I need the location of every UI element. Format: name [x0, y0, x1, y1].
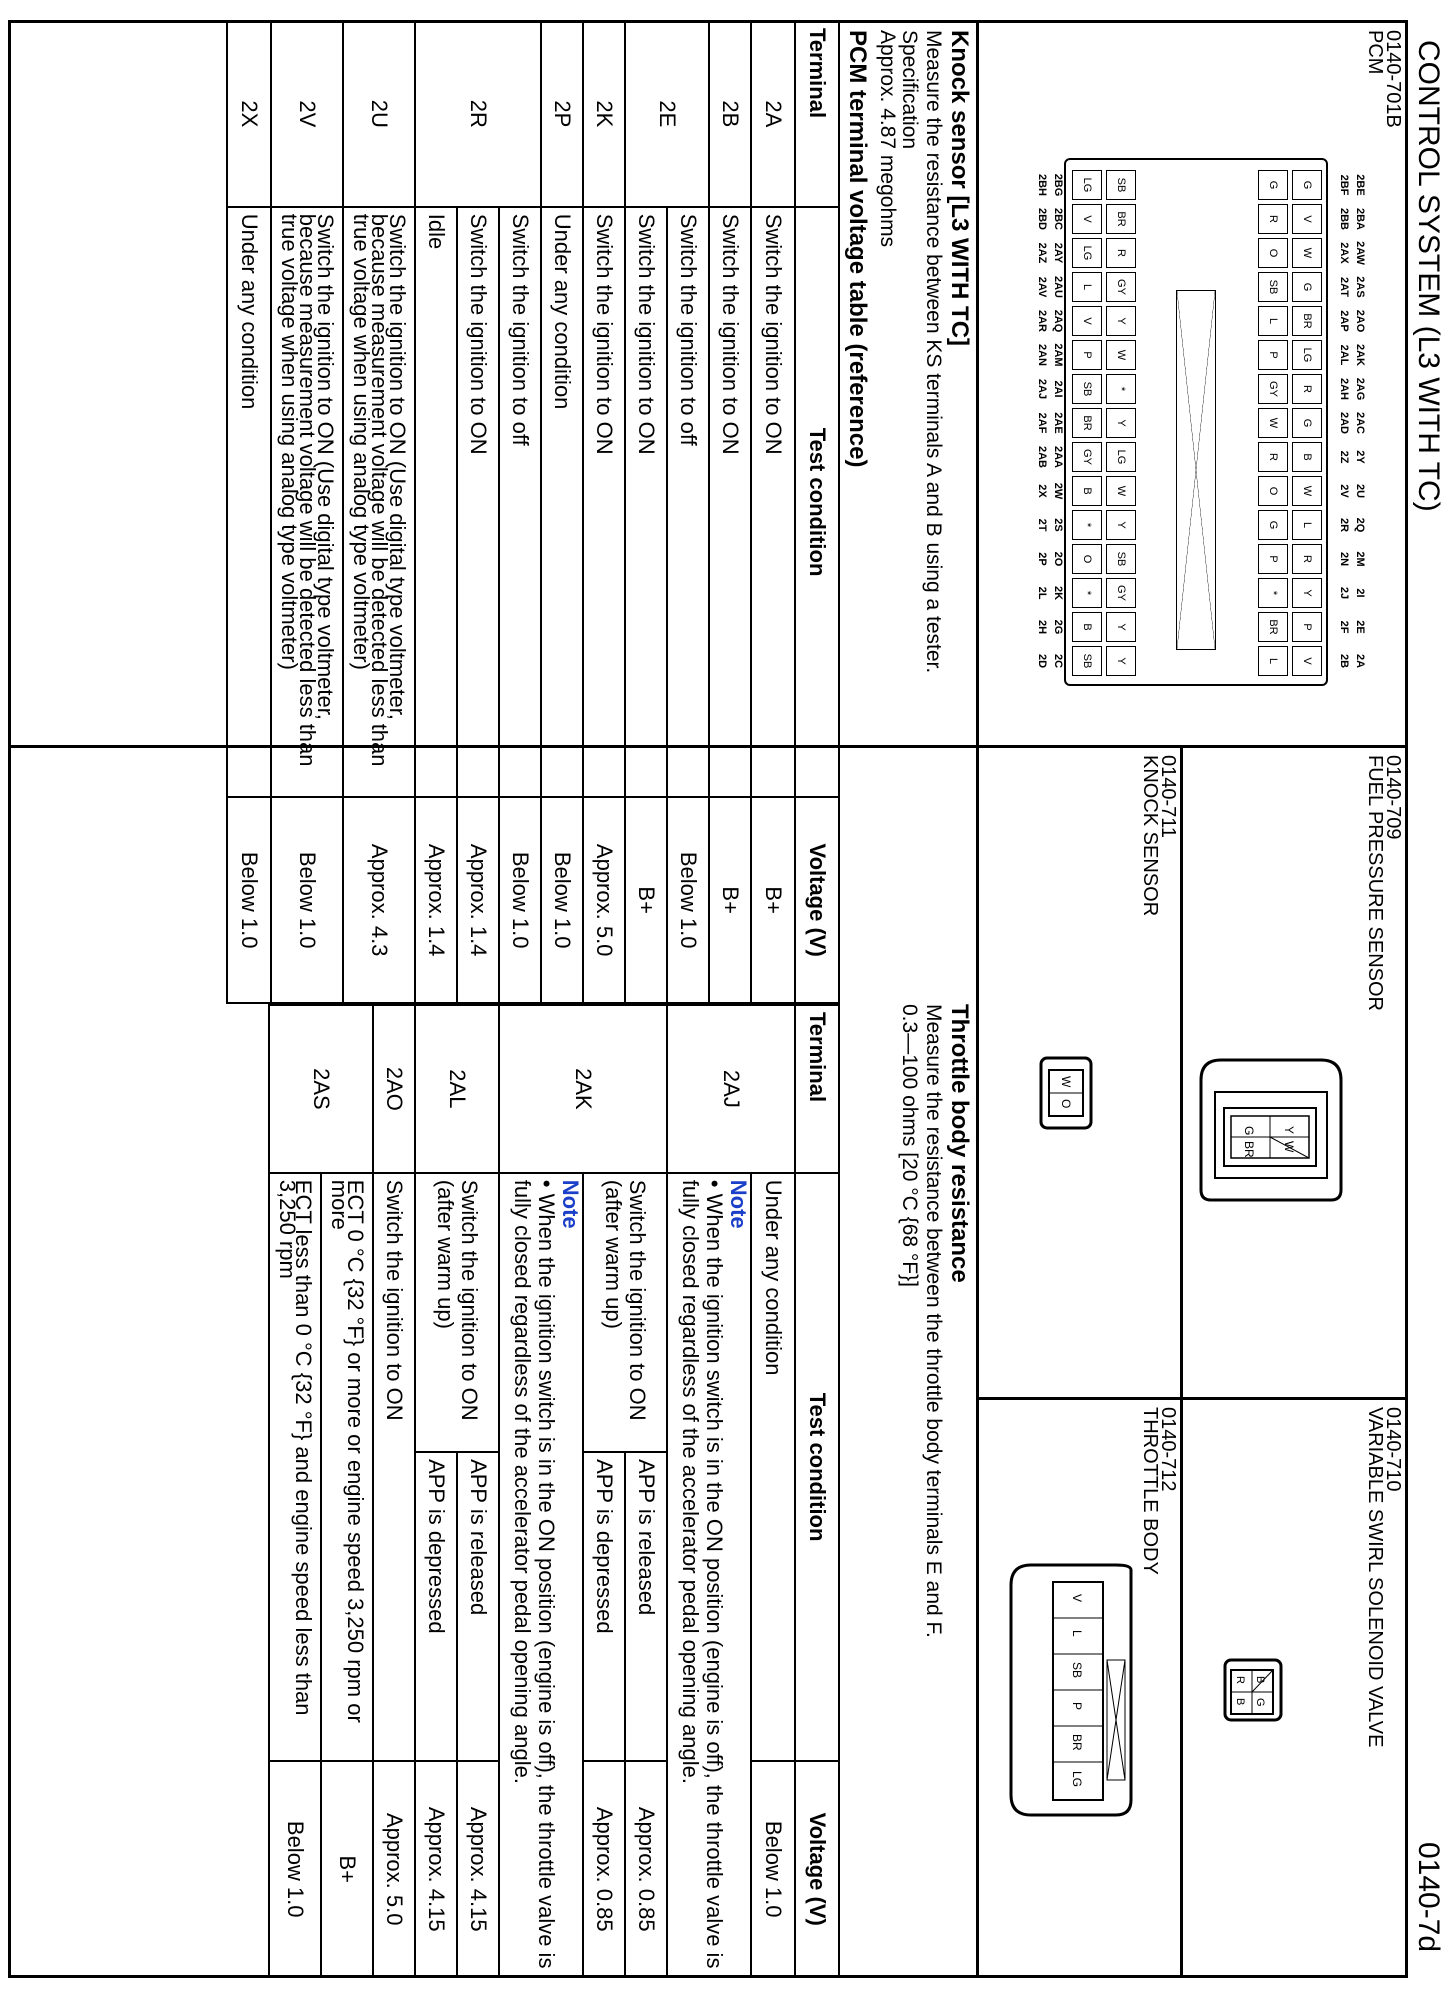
cell-terminal: 2AK: [499, 1005, 667, 1173]
col-condition: Test condition: [795, 207, 839, 798]
table-row: [541, 21, 583, 1003]
knock-spec-label: Specification: [898, 30, 921, 150]
pcm-pin-label: 2AX: [1338, 242, 1350, 264]
pcm-pin-label: 2AW: [1354, 241, 1366, 265]
pcm-pin: L: [1258, 646, 1288, 676]
pcm-pin-label: 2D: [1036, 653, 1048, 669]
divider-v-conn: [976, 1397, 1408, 1400]
cell-terminal: 2X: [227, 21, 271, 207]
pcm-pin-label: 2AG: [1354, 377, 1366, 401]
cell-terminal: 2K: [583, 21, 625, 207]
note-label: Note: [558, 1179, 583, 1229]
cell-condition: Switch the ignition to ON: [709, 207, 751, 798]
ks-pin-1: W: [1059, 1076, 1073, 1088]
cell-terminal: 2AJ: [667, 1005, 795, 1173]
pcm-pin-label: 2BH: [1036, 173, 1048, 196]
pcm-pin-label: 2AB: [1036, 445, 1048, 468]
cell-voltage: Below 1.0: [499, 797, 541, 1003]
cell-condition: Switch the ignition to off: [667, 207, 709, 798]
pcm-pin: B: [1072, 476, 1102, 506]
pcm-pin-label: 2AC: [1354, 411, 1366, 434]
cell-condition: Switch the ignition to off: [499, 207, 541, 798]
knock-title: Knock sensor [L3 WITH TC]: [946, 30, 973, 347]
cell-voltage: Below 1.0: [269, 1761, 321, 1977]
cell-condition: Switch the ignition to ON: [457, 207, 499, 798]
pcm-pin-label: 2BE: [1354, 174, 1366, 196]
pcm-pin: R: [1106, 238, 1136, 268]
col-terminal: Terminal: [795, 1005, 839, 1173]
note-text: • When the ignition switch is in the ON position (engine is off), the throttle valve is fully closed regardless of the accelerator pedal opening angle.: [510, 1179, 559, 1969]
fps-pin-1: Y: [1282, 1126, 1296, 1135]
vsv-pin-2: G: [1254, 1698, 1266, 1707]
table-row: [499, 21, 541, 1003]
table-row: [625, 1005, 667, 1977]
pcm-pin-label: 2BA: [1354, 207, 1366, 230]
pcm-pin: LG: [1072, 170, 1102, 200]
table-row: [227, 21, 271, 1003]
cell-voltage: B+: [709, 797, 751, 1003]
throttle-desc: Measure the resistance between the throttle body terminals E and F.: [922, 1004, 945, 1638]
pcm-connector-code: 0140-701B: [1382, 30, 1404, 128]
pcm-pin: SB: [1258, 272, 1288, 302]
cell-voltage: Approx. 1.4: [415, 797, 457, 1003]
pcm-pin: W: [1292, 476, 1322, 506]
pcm-connector-name: PCM: [1364, 30, 1386, 75]
pcm-pin-label: 2AI: [1052, 380, 1064, 398]
pcm-pin-label: 2W: [1052, 482, 1064, 500]
knock-spec-value: Approx. 4.87 megohms: [876, 30, 899, 248]
pcm-connector-lock: [1176, 290, 1216, 650]
pcm-pin-label: 2G: [1052, 619, 1064, 635]
divider-h: [976, 20, 979, 1978]
cell-terminal: 2P: [541, 21, 583, 207]
vsv-connector-diagram: [1201, 1640, 1301, 1740]
vsv-pin-3: R: [1234, 1676, 1246, 1684]
cell-voltage: Approx. 5.0: [373, 1761, 415, 1977]
divider-h-conn: [1180, 1397, 1183, 1978]
pcm-pin: R: [1292, 374, 1322, 404]
fps-connector-diagram: [1191, 1040, 1361, 1220]
pcm-pin: V: [1292, 204, 1322, 234]
cell-terminal: 2B: [709, 21, 751, 207]
pcm-pin: B: [1072, 612, 1102, 642]
tb-pin-4: P: [1070, 1702, 1084, 1711]
cell-terminal: 2V: [271, 21, 343, 207]
tb-connector-diagram: [981, 1540, 1151, 1840]
pcm-pin: B: [1292, 442, 1322, 472]
pcm-pin: V: [1292, 646, 1322, 676]
pcm-pin-label: 2AL: [1338, 344, 1350, 366]
pcm-pin-label: 2Z: [1338, 450, 1350, 464]
cell-terminal: 2E: [625, 21, 709, 207]
pcm-pin-label: 2N: [1338, 551, 1350, 567]
cell-voltage: Approx. 1.4: [457, 797, 499, 1003]
fps-name: FUEL PRESSURE SENSOR: [1364, 755, 1386, 1011]
pcm-pin-label: 2V: [1338, 484, 1350, 498]
vsv-pin-1: B: [1254, 1676, 1266, 1684]
cell-voltage: B+: [751, 797, 795, 1003]
vsv-code: 0140-710: [1382, 1407, 1404, 1492]
pcm-pin-label: 2AH: [1338, 377, 1350, 400]
cell-terminal: 2R: [415, 21, 541, 207]
pcm-pin-label: 2AZ: [1036, 242, 1048, 264]
cell-voltage: Approx. 4.15: [415, 1761, 457, 1977]
table-row: [373, 1005, 415, 1977]
pcm-pin-label: 2X: [1036, 484, 1048, 498]
cell-condition: Switch the ignition to ON: [583, 207, 625, 798]
cell-terminal: 2A: [751, 21, 795, 207]
pcm-pin: W: [1106, 340, 1136, 370]
pcm-pin-label: 2AY: [1052, 242, 1064, 264]
pcm-pin-label: 2C: [1052, 653, 1064, 669]
pcm-pin-label: 2M: [1354, 551, 1366, 567]
cell-condition: Under any condition: [751, 1173, 795, 1762]
pcm-pin: LG: [1292, 340, 1322, 370]
cell-condition: Switch the ignition to ON: [625, 207, 667, 798]
tb-pin-2: L: [1070, 1630, 1084, 1637]
pcm-pin: P: [1072, 340, 1102, 370]
tb-pin-3: SB: [1070, 1662, 1084, 1679]
pcm-pin: G: [1258, 170, 1288, 200]
pcm-pin: R: [1258, 442, 1288, 472]
pcm-pin-label: 2J: [1338, 586, 1350, 600]
table-row: [751, 21, 795, 1003]
pcm-pin: Y: [1106, 306, 1136, 336]
pcm-pin: Y: [1106, 510, 1136, 540]
cell-subcondition: APP is released: [625, 1452, 667, 1761]
pcm-pin: L: [1072, 272, 1102, 302]
pcm-pin-label: 2Q: [1354, 517, 1366, 533]
pcm-pin: LG: [1106, 442, 1136, 472]
pcm-pin: V: [1072, 204, 1102, 234]
cell-voltage: Approx. 4.15: [457, 1761, 499, 1977]
pcm-pin-label: 2L: [1036, 586, 1048, 600]
throttle-title: Throttle body resistance: [946, 1004, 973, 1283]
pcm-pin: BR: [1072, 408, 1102, 438]
pcm-pin-label: 2A: [1354, 653, 1366, 669]
pcm-pin: O: [1072, 544, 1102, 574]
cell-voltage: Approx. 4.3: [343, 797, 415, 1003]
cell-voltage: Below 1.0: [271, 797, 343, 1003]
note-label: Note: [726, 1179, 751, 1229]
pcm-pin-label: 2AM: [1052, 343, 1064, 367]
pcm-pin: *: [1258, 578, 1288, 608]
fps-pin-2: W: [1282, 1141, 1296, 1153]
cell-voltage: B+: [625, 797, 667, 1003]
pcm-pin: L: [1292, 510, 1322, 540]
cell-voltage: Below 1.0: [227, 797, 271, 1003]
pcm-pin: R: [1258, 204, 1288, 234]
pcm-pin-label: 2AK: [1354, 343, 1366, 366]
pcm-pin: GY: [1106, 578, 1136, 608]
table-row: [271, 21, 343, 1003]
cell-condition: Switch the ignition to ON (Use digital type voltmeter, because measurement voltage will be detected less than true voltage when using analog type voltmeter): [271, 207, 343, 798]
pcm-pin: Y: [1106, 408, 1136, 438]
cell-subcondition: APP is depressed: [415, 1452, 457, 1761]
table-row: [751, 1005, 795, 1977]
tb-pin-6: LG: [1070, 1771, 1084, 1788]
cell-condition: Idle: [415, 207, 457, 798]
cell-voltage: Below 1.0: [751, 1761, 795, 1977]
pcm-pin: O: [1258, 476, 1288, 506]
pcm-pin-label: 2AS: [1354, 276, 1366, 298]
pcm-pin: P: [1258, 544, 1288, 574]
table-row: [709, 21, 751, 1003]
cell-terminal: 2AL: [415, 1005, 499, 1173]
pcm-pin-label: 2AT: [1338, 277, 1350, 297]
pcm-pin: W: [1258, 408, 1288, 438]
table-row: [457, 1005, 499, 1977]
cell-condition: ECT 0 °C {32 °F} or more or engine speed 3,250 rpm or more: [321, 1173, 373, 1762]
cell-voltage: Approx. 0.85: [625, 1761, 667, 1977]
pcm-pin-label: 2O: [1052, 551, 1064, 567]
pcm-pin: SB: [1072, 646, 1102, 676]
cell-condition: ECT less than 0 °C {32 °F} and engine speed less than 3,250 rpm: [269, 1173, 321, 1762]
knock-desc: Measure the resistance between KS terminals A and B using a tester.: [922, 30, 945, 674]
pcm-pin: *: [1072, 578, 1102, 608]
cell-condition: Under any condition: [541, 207, 583, 798]
fps-pin-4: BR: [1242, 1141, 1256, 1158]
cell-terminal: 2AO: [373, 1005, 415, 1173]
pcm-pin: SB: [1072, 374, 1102, 404]
cell-voltage: B+: [321, 1761, 373, 1977]
pcm-pin-label: 2Y: [1354, 450, 1366, 464]
cell-voltage: Approx. 5.0: [583, 797, 625, 1003]
pcm-pin-label: 2F: [1338, 620, 1350, 634]
pcm-pin: *: [1106, 374, 1136, 404]
pcm-pin: W: [1106, 476, 1136, 506]
pcm-pin-label: 2P: [1036, 552, 1048, 566]
pcm-pin: R: [1292, 544, 1322, 574]
pcm-pin: SB: [1106, 544, 1136, 574]
page-code: 0140-7d: [1412, 1842, 1445, 1953]
pcm-pin-label: 2BC: [1052, 207, 1064, 230]
pcm-pin: SB: [1106, 170, 1136, 200]
pcm-pin-label: 2AF: [1036, 412, 1048, 434]
col-voltage: Voltage (V): [795, 797, 839, 1003]
pcm-pin-label: 2E: [1354, 620, 1366, 634]
col-condition: Test condition: [795, 1173, 839, 1762]
note-text: • When the ignition switch is in the ON position (engine is off), the throttle valve is fully closed regardless of the accelerator pedal opening angle.: [678, 1179, 727, 1969]
ks-connector-diagram: [1011, 1040, 1121, 1160]
pcm-pin-label: 2AN: [1036, 343, 1048, 366]
vsv-name: VARIABLE SWIRL SOLENOID VALVE: [1364, 1407, 1386, 1748]
pcm-connector-diagram: [981, 100, 1366, 740]
pcm-pin: GY: [1258, 374, 1288, 404]
cell-voltage: Below 1.0: [667, 797, 709, 1003]
pcm-pin: W: [1292, 238, 1322, 268]
ks-code: 0140-711: [1157, 755, 1179, 839]
pcm-pin-label: 2AJ: [1036, 378, 1048, 400]
pcm-pin: Y: [1292, 578, 1322, 608]
pcm-pin: G: [1292, 272, 1322, 302]
pcm-pin-label: 2AA: [1052, 445, 1064, 468]
pcm-pin: P: [1292, 612, 1322, 642]
pcm-pin-label: 2H: [1036, 619, 1048, 635]
pcm-pin: G: [1258, 510, 1288, 540]
pcm-pin-label: 2AE: [1052, 412, 1064, 434]
pcm-pin: Y: [1106, 646, 1136, 676]
pcm-voltage-table: [226, 20, 840, 1004]
table-row: [343, 21, 415, 1003]
cell-condition: Switch the ignition to ON (after warm up): [415, 1173, 499, 1452]
pcm-pin: Y: [1106, 612, 1136, 642]
ks-pin-2: O: [1059, 1099, 1073, 1109]
pcm-pin: LG: [1072, 238, 1102, 268]
cell-terminal: 2U: [343, 21, 415, 207]
page-title: CONTROL SYSTEM (L3 WITH TC): [1412, 40, 1445, 512]
pcm-pin-label: 2S: [1052, 518, 1064, 532]
pcm-table-title: PCM terminal voltage table (reference): [844, 30, 871, 468]
pcm-pin-label: 2B: [1338, 653, 1350, 669]
pcm-pin: BR: [1258, 612, 1288, 642]
tb-pin-5: BR: [1070, 1734, 1084, 1751]
pcm-pin: BR: [1106, 204, 1136, 234]
pcm-pin: BR: [1292, 306, 1322, 336]
pcm-pin-label: 2I: [1354, 588, 1366, 598]
pcm-pin: G: [1292, 408, 1322, 438]
cell-subcondition: APP is released: [457, 1452, 499, 1761]
tb-name: THROTTLE BODY: [1139, 1407, 1161, 1575]
pcm-pin-label: 2BG: [1052, 173, 1064, 197]
pcm-pin: G: [1292, 170, 1322, 200]
col-voltage: Voltage (V): [795, 1761, 839, 1977]
pcm-pin-label: 2BF: [1338, 174, 1350, 196]
col-terminal: Terminal: [795, 21, 839, 207]
cell-condition: Under any condition: [227, 207, 271, 798]
divider-h-conn2: [1180, 745, 1183, 1397]
pcm-pin: V: [1072, 306, 1102, 336]
pcm-pin-label: 2AQ: [1052, 309, 1064, 333]
fps-code: 0140-709: [1382, 755, 1404, 840]
cell-condition: Switch the ignition to ON (after warm up): [583, 1173, 667, 1452]
table-row: [321, 1005, 373, 1977]
pcm-pin-label: 2T: [1036, 518, 1048, 532]
cell-condition: Switch the ignition to ON: [373, 1173, 415, 1762]
tb-pin-1: V: [1070, 1594, 1084, 1603]
pcm-pin: *: [1072, 510, 1102, 540]
tb-code: 0140-712: [1157, 1407, 1179, 1492]
pcm-pin: L: [1258, 306, 1288, 336]
pcm-pin-label: 2AD: [1338, 411, 1350, 434]
pcm-pin-label: 2AP: [1338, 310, 1350, 332]
pcm-pin-label: 2AR: [1036, 309, 1048, 332]
pcm-pin-label: 2U: [1354, 483, 1366, 499]
cell-condition: Switch the ignition to ON (Use digital type voltmeter, because measurement voltage will be detected less than true voltage when using analog type voltmeter): [343, 207, 415, 798]
ks-name: KNOCK SENSOR: [1139, 755, 1161, 917]
vsv-pin-4: B: [1234, 1698, 1246, 1706]
cell-voltage: Approx. 0.85: [583, 1761, 625, 1977]
pcm-pin-label: 2AU: [1052, 275, 1064, 298]
cell-terminal: 2AS: [269, 1005, 373, 1173]
pcm-voltage-table-2: [268, 1004, 840, 1978]
pcm-pin-label: 2BB: [1338, 207, 1350, 230]
pcm-pin: GY: [1106, 272, 1136, 302]
pcm-pin-label: 2AO: [1354, 309, 1366, 333]
throttle-spec: 0.3—100 ohms [20 °C {68 °F}]: [898, 1004, 921, 1287]
table-row: [667, 21, 709, 1003]
pcm-pin-label: 2BD: [1036, 207, 1048, 230]
table-row: [583, 21, 625, 1003]
pcm-pin-label: 2AV: [1036, 276, 1048, 298]
pcm-pin: P: [1258, 340, 1288, 370]
pcm-pin-label: 2R: [1338, 517, 1350, 533]
cell-voltage: Below 1.0: [541, 797, 583, 1003]
pcm-pin-label: 2K: [1052, 585, 1064, 601]
cell-subcondition: APP is depressed: [583, 1452, 625, 1761]
pcm-pin: GY: [1072, 442, 1102, 472]
cell-condition: Switch the ignition to ON: [751, 207, 795, 798]
pcm-pin: O: [1258, 238, 1288, 268]
fps-pin-3: G: [1242, 1126, 1256, 1136]
